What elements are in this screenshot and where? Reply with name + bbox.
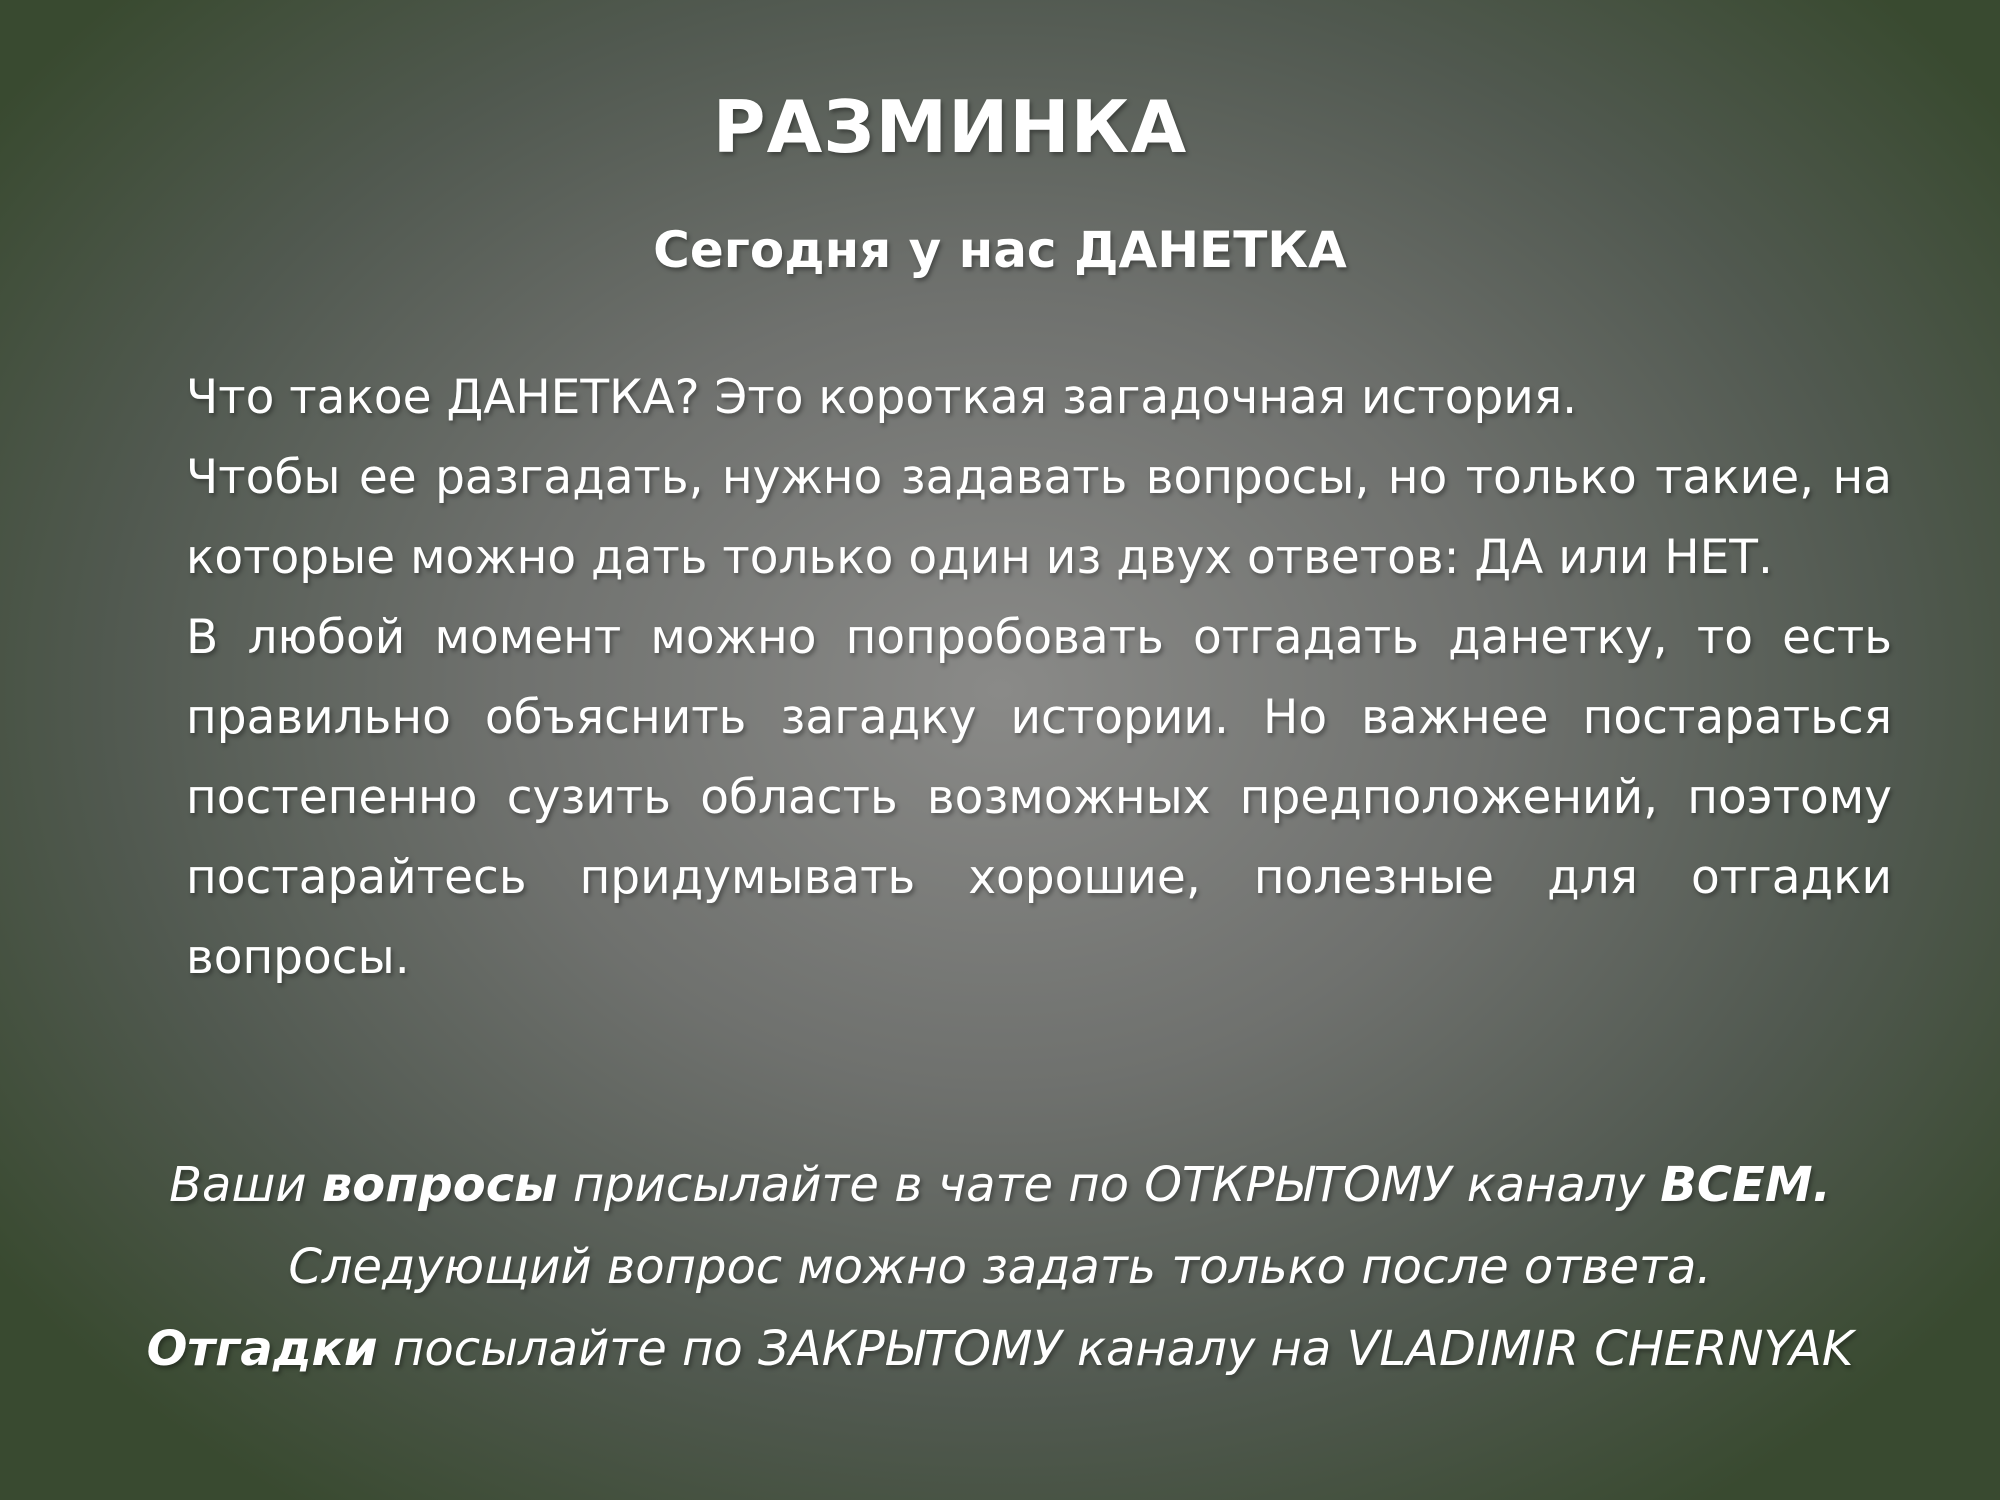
slide-subtitle: Сегодня у нас ДАНЕТКА xyxy=(653,221,1347,279)
footer-line-2: Следующий вопрос можно задать только после ответа. xyxy=(288,1239,1712,1295)
body-paragraph-1: Что такое ДАНЕТКА? Это короткая загадочная история. xyxy=(186,370,1578,425)
footer-line-1-bold2: ВСЕМ. xyxy=(1660,1157,1831,1213)
footer-line-1-part1: Ваши xyxy=(169,1157,322,1213)
footer-line-1-part2: присылайте в чате по ОТКРЫТОМУ каналу xyxy=(557,1157,1661,1213)
footer-line-3-rest: посылайте по ЗАКРЫТОМУ каналу на VLADIMIR CHERNYAK xyxy=(377,1321,1854,1377)
slide-body xyxy=(186,358,1892,998)
footer-line-1-bold1: вопросы xyxy=(321,1157,558,1213)
footer-line-3 xyxy=(40,1308,1960,1390)
body-paragraph-3: В любой момент можно попробовать отгадать данетку, то есть правильно объяснить загадку истории. Но важнее постараться постепенно сузить область возможных предположений, поэтому постарайтесь придумывать хорошие, полезные для отгадки вопросы. xyxy=(186,610,1892,985)
footer-line-1 xyxy=(40,1144,1960,1226)
footer-line-3-bold: Отгадки xyxy=(146,1321,378,1377)
slide-footer xyxy=(40,1144,1960,1390)
slide-title: РАЗМИНКА xyxy=(712,85,1188,169)
body-paragraph-2: Чтобы ее разгадать, нужно задавать вопросы, но только такие, на которые можно дать только один из двух ответов: ДА или НЕТ. xyxy=(186,450,1892,585)
